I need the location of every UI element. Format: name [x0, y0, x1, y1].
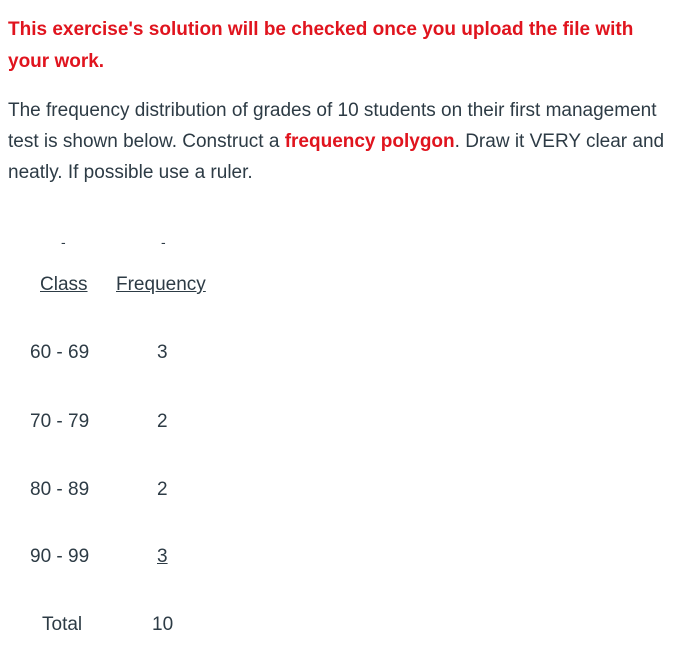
frequency-cell: 3 — [157, 546, 168, 567]
frequency-cell: 2 — [157, 411, 168, 432]
class-cell: 90 - 99 — [30, 546, 90, 567]
table-tick-mark: - — [161, 234, 166, 250]
prompt-emphasis: frequency polygon — [284, 131, 455, 152]
frequency-column-header: Frequency — [116, 274, 206, 295]
class-cell: 80 - 89 — [30, 479, 90, 500]
class-column-header: Class — [40, 274, 88, 295]
total-label: Total — [42, 614, 83, 635]
prompt-text-start: The frequency distribution of grades of 10 students on their first management test is shown below. Construct a — [8, 100, 657, 152]
frequency-cell: 2 — [157, 479, 168, 500]
prompt-text-end: . Draw it VERY clear and neatly. If possible use a ruler. — [8, 131, 665, 183]
frequency-cell: 3 — [157, 342, 168, 363]
class-cell: 60 - 69 — [30, 342, 90, 363]
upload-notice: This exercise's solution will be checked once you upload the file with your work. — [8, 19, 634, 72]
table-tick-mark: - — [61, 234, 66, 250]
class-cell: 70 - 79 — [30, 411, 90, 432]
total-value: 10 — [152, 614, 174, 635]
exercise-prompt — [8, 95, 688, 188]
